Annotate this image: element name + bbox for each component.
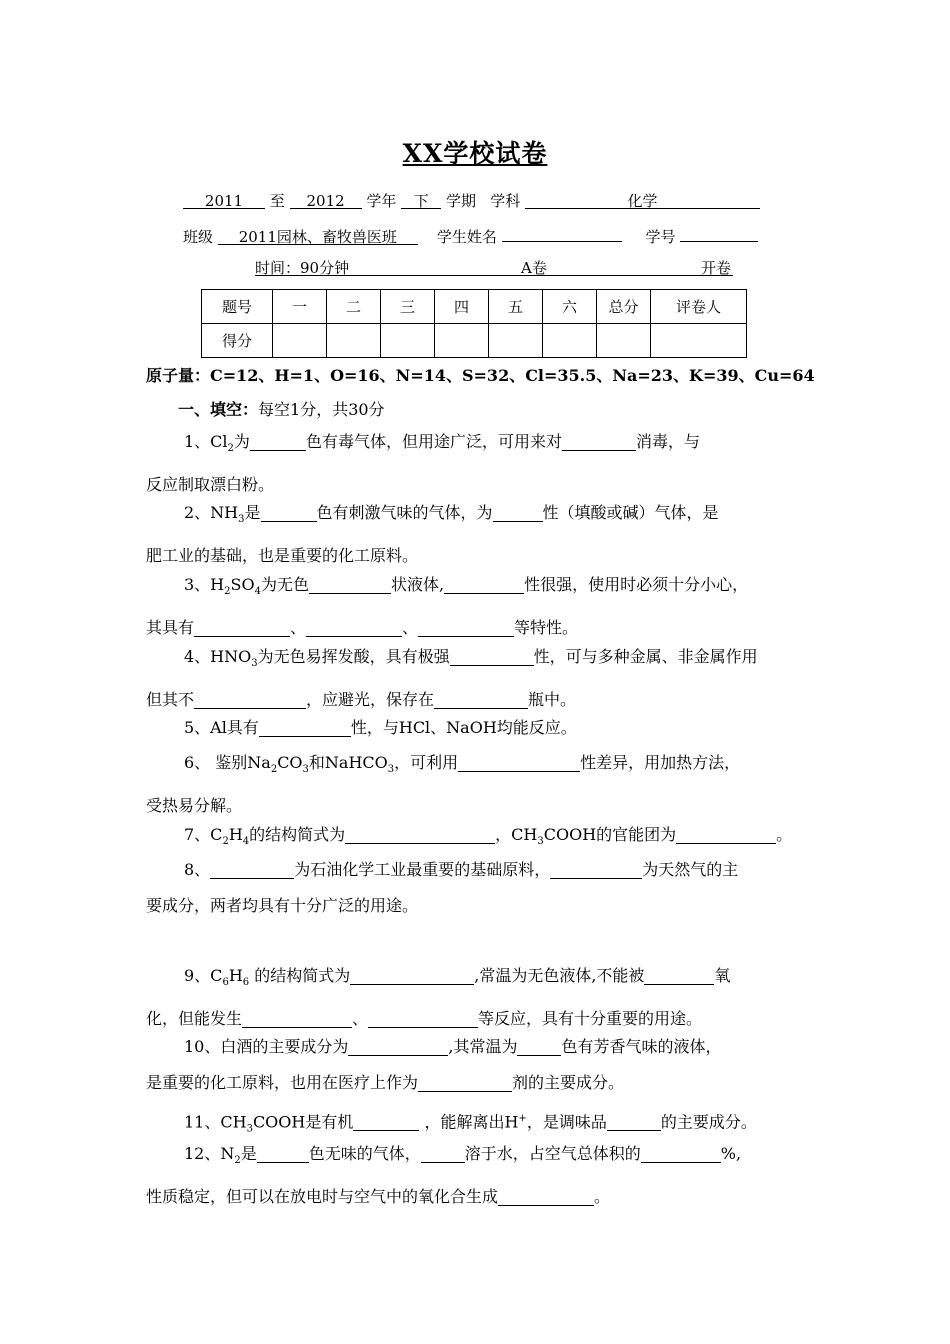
- header-class-line: [183, 224, 758, 247]
- answer-blank[interactable]: [348, 1035, 448, 1056]
- score-cell[interactable]: [651, 324, 747, 358]
- question-12: 12、$N_2$是 色无味的气体， 溶于水，占空气总体积的 %, 性质稳定，但可以在放电时与空气中的氧化合生成 。: [146, 1144, 742, 1207]
- header-term-line: [183, 191, 760, 211]
- question-6: 6、 鉴别$Na_2CO_3$和NaHCO$_3$，可利用 性差异，用加热方法， 受热易分解。: [146, 753, 741, 816]
- header-time-line: [255, 258, 733, 281]
- answer-blank[interactable]: [562, 430, 636, 451]
- answer-blank[interactable]: [257, 1142, 309, 1163]
- answer-blank[interactable]: [259, 716, 351, 737]
- term-value: 下: [401, 191, 441, 209]
- student-name-label: 学生姓名: [436, 228, 497, 246]
- subject-value: 化学: [525, 191, 760, 209]
- score-header-cell: 四: [435, 290, 489, 324]
- answer-blank[interactable]: [353, 1110, 419, 1131]
- answer-blank[interactable]: [550, 858, 642, 879]
- answer-blank[interactable]: [368, 1007, 478, 1028]
- exam-type-label: 开卷: [701, 259, 732, 277]
- question-7: 7、$C_2H_4$的结构简式为 ，$CH_3COOH$的官能团为 。: [184, 825, 793, 848]
- class-label: 班级: [183, 228, 214, 246]
- score-header-cell: 二: [327, 290, 381, 324]
- score-cell[interactable]: [435, 324, 489, 358]
- score-cell[interactable]: [381, 324, 435, 358]
- question-9: 9、$C_6H_6$ 的结构简式为 ,常温为无色液体,不能被 氧 化，但能发生 、 等反应，具有十分重要的用途。: [146, 966, 731, 1029]
- answer-blank[interactable]: [210, 858, 294, 879]
- time-label: 时间：90分钟: [255, 259, 350, 277]
- score-table-header-row: [202, 290, 747, 324]
- subject-label: 学科: [490, 192, 521, 210]
- section-title: 一、填空：: [178, 400, 259, 419]
- answer-blank[interactable]: [498, 1185, 594, 1206]
- answer-blank[interactable]: [350, 964, 474, 985]
- answer-blank[interactable]: [250, 430, 306, 451]
- year-from: 2011: [183, 191, 265, 209]
- question-8: 8、 为石油化学工业最重要的基础原料， 为天然气的主 要成分，两者均具有十分广泛的用途。: [146, 860, 739, 915]
- score-header-cell: 评卷人: [651, 290, 747, 324]
- score-header-cell: 五: [489, 290, 543, 324]
- section-heading: [178, 397, 385, 420]
- score-cell[interactable]: [273, 324, 327, 358]
- student-id-field[interactable]: [680, 224, 758, 242]
- score-header-cell: 题号: [202, 290, 273, 324]
- question-3: 3、$H_2SO_4$为无色 状液体, 性很强，使用时必须十分小心， 其具有 、 、 等特性。: [146, 575, 749, 638]
- score-table-score-row: [202, 324, 747, 358]
- answer-blank[interactable]: [306, 616, 402, 637]
- question-10: 10、白酒的主要成分为 ,其常温为 色有芳香气味的液体， 是重要的化工原料，也用在医疗上作为 剂的主要成分。: [146, 1037, 722, 1092]
- section-note: 每空1分，共30分: [258, 400, 385, 419]
- score-cell[interactable]: [597, 324, 651, 358]
- answer-blank[interactable]: [493, 501, 543, 522]
- score-cell[interactable]: [543, 324, 597, 358]
- answer-blank[interactable]: [434, 688, 528, 709]
- answer-blank[interactable]: [242, 1007, 352, 1028]
- answer-blank[interactable]: [676, 823, 776, 844]
- question-11: 11、$CH_3COOH$是有机 ，能解离出H+，是调味品 的主要成分。: [184, 1112, 757, 1135]
- answer-blank[interactable]: [641, 1142, 721, 1163]
- student-name-field[interactable]: [502, 224, 622, 242]
- answer-blank[interactable]: [309, 573, 391, 594]
- question-1: 1、$Cl_2$为 色有毒气体，但用途广泛，可用来对 消毒，与 反应制取漂白粉。: [146, 432, 700, 495]
- question-5: 5、Al具有 性，与HCl、NaOH均能反应。: [184, 718, 577, 737]
- class-value: 2011园林、畜牧兽医班: [218, 227, 418, 245]
- answer-blank[interactable]: [450, 645, 534, 666]
- answer-blank[interactable]: [261, 501, 317, 522]
- answer-blank[interactable]: [194, 688, 306, 709]
- answer-blank[interactable]: [517, 1035, 561, 1056]
- score-header-cell: 一: [273, 290, 327, 324]
- question-2: 2、$NH_3$是 色有刺激气味的气体，为 性（填酸或碱）气体，是 肥工业的基础，也是重要的化工原料。: [146, 503, 719, 566]
- score-header-cell: 三: [381, 290, 435, 324]
- answer-blank[interactable]: [458, 751, 580, 772]
- atomic-mass-line: 原子量：C=12、H=1、O=16、N=14、S=32、Cl=35.5、Na=23、K=39、Cu=64: [146, 366, 815, 385]
- score-row-label: 得分: [202, 324, 273, 358]
- score-table: [201, 289, 747, 358]
- answer-blank[interactable]: [194, 616, 290, 637]
- score-cell[interactable]: [489, 324, 543, 358]
- answer-blank[interactable]: [421, 1142, 465, 1163]
- paper-label: A卷: [521, 259, 547, 277]
- answer-blank[interactable]: [607, 1110, 661, 1131]
- exam-title: XX学校试卷: [402, 139, 548, 168]
- answer-blank[interactable]: [644, 964, 714, 985]
- answer-blank[interactable]: [418, 616, 514, 637]
- question-4: 4、$HNO_3$为无色易挥发酸，具有极强 性，可与多种金属、非金属作用 但其不 ，应避光，保存在 瓶中。: [146, 647, 758, 710]
- score-header-cell: 六: [543, 290, 597, 324]
- time-line-underline: [255, 258, 733, 276]
- year-to: 2012: [290, 191, 362, 209]
- score-cell[interactable]: [327, 324, 381, 358]
- answer-blank[interactable]: [418, 1071, 512, 1092]
- student-id-label: 学号: [645, 228, 676, 246]
- score-header-cell: 总分: [597, 290, 651, 324]
- answer-blank[interactable]: [444, 573, 524, 594]
- answer-blank[interactable]: [345, 823, 495, 844]
- school-year-label: 学年: [366, 192, 397, 210]
- semester-label: 学期: [445, 192, 476, 210]
- to-label: 至: [269, 192, 285, 210]
